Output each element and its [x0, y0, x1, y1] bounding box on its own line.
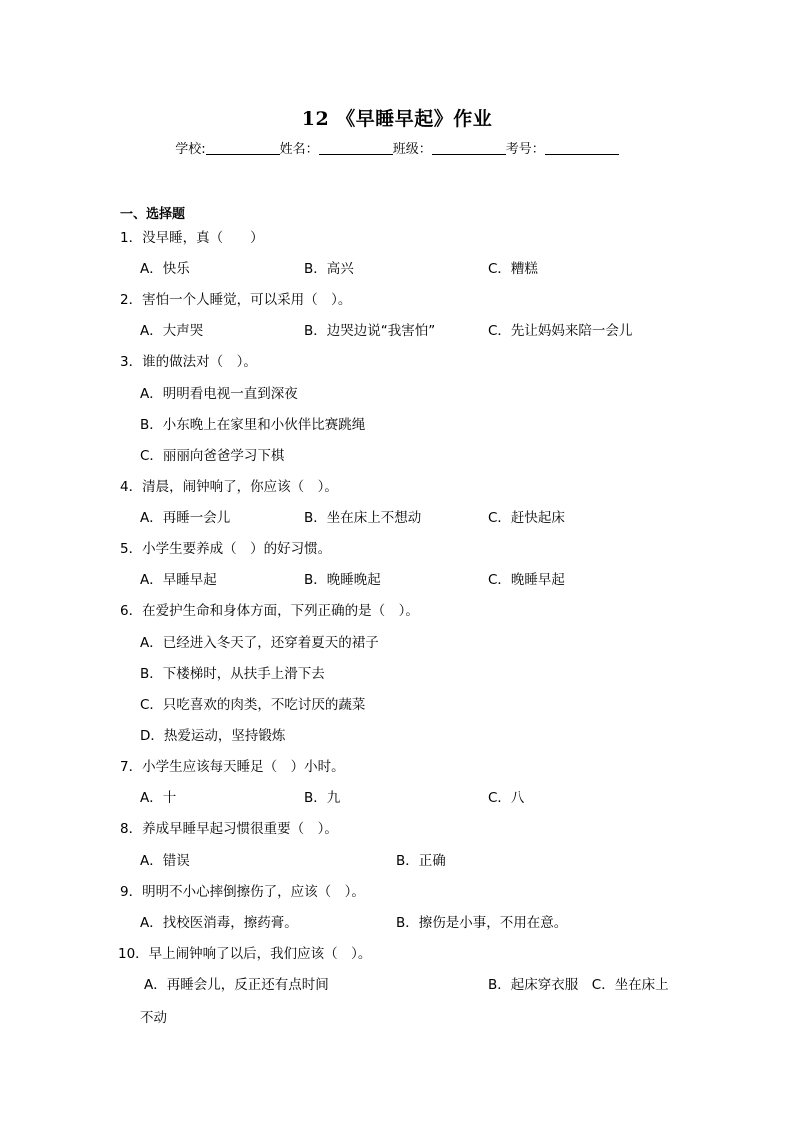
- option: B．擦伤是小事，不用在意。: [396, 915, 568, 931]
- option: B．起床穿衣服 C．坐在床上: [488, 977, 669, 993]
- school-label: 学校:: [175, 142, 206, 157]
- option: B．正确: [396, 853, 446, 869]
- school-blank[interactable]: [206, 141, 280, 155]
- option: A．找校医消毒，擦药膏。: [140, 915, 298, 931]
- name-blank[interactable]: [319, 141, 393, 155]
- option: C．丽丽向爸爸学习下棋: [140, 448, 285, 464]
- option: C．赶快起床: [488, 510, 565, 526]
- page-title: 12 《早睡早起》作业: [301, 108, 493, 130]
- question-stem: 2．害怕一个人睡觉，可以采用（ ）。: [120, 292, 352, 308]
- option: C．晚睡早起: [488, 572, 565, 588]
- option: B．坐在床上不想动: [304, 510, 422, 526]
- question-stem: 10．早上闹钟响了以后，我们应该（ ）。: [118, 946, 372, 962]
- exam-number-blank[interactable]: [545, 141, 619, 155]
- option: A．早睡早起: [140, 572, 217, 588]
- question-stem: 9．明明不小心摔倒擦伤了，应该（ ）。: [120, 884, 365, 900]
- option: A．大声哭: [140, 323, 204, 339]
- option: A．十: [140, 790, 177, 806]
- option: C．糟糕: [488, 261, 538, 277]
- option: A．错误: [140, 853, 190, 869]
- question-stem: 8．养成早睡早起习惯很重要（ ）。: [120, 821, 338, 837]
- option: B．下楼梯时，从扶手上滑下去: [140, 666, 325, 682]
- option: A．已经进入冬天了，还穿着夏天的裙子: [140, 635, 379, 651]
- option: D．热爱运动，坚持锻炼: [140, 728, 286, 744]
- option: C．八: [488, 790, 525, 806]
- option: C．只吃喜欢的肉类，不吃讨厌的蔬菜: [140, 697, 366, 713]
- option: B．晚睡晚起: [304, 572, 381, 588]
- question-stem: 1．没早睡，真（ ）: [120, 230, 264, 246]
- student-info-line: [0, 138, 794, 157]
- question-stem: 3．谁的做法对（ ）。: [120, 354, 257, 370]
- exam-number-label: 考号：: [505, 142, 545, 157]
- option-continuation: 不动: [140, 1010, 167, 1026]
- name-label: 姓名：: [279, 142, 319, 157]
- option: A．快乐: [140, 261, 190, 277]
- option: C．先让妈妈来陪一会儿: [488, 323, 633, 339]
- option: B．小东晚上在家里和小伙伴比赛跳绳: [140, 417, 366, 433]
- question-stem: 7．小学生应该每天睡足（ ）小时。: [120, 759, 345, 775]
- question-stem: 5．小学生要养成（ ）的好习惯。: [120, 541, 332, 557]
- option: B．边哭边说“我害怕”: [304, 323, 436, 339]
- option: A．明明看电视一直到深夜: [140, 386, 298, 402]
- question-stem: 6．在爱护生命和身体方面，下列正确的是（ ）。: [120, 603, 419, 619]
- option: B．九: [304, 790, 341, 806]
- option: B．高兴: [304, 261, 354, 277]
- option: A．再睡会儿，反正还有点时间: [144, 977, 329, 993]
- option: A．再睡一会儿: [140, 510, 231, 526]
- class-blank[interactable]: [432, 141, 506, 155]
- section-heading: 一、选择题: [120, 207, 186, 222]
- class-label: 班级：: [392, 142, 432, 157]
- question-stem: 4．清晨，闹钟响了，你应该（ ）。: [120, 479, 338, 495]
